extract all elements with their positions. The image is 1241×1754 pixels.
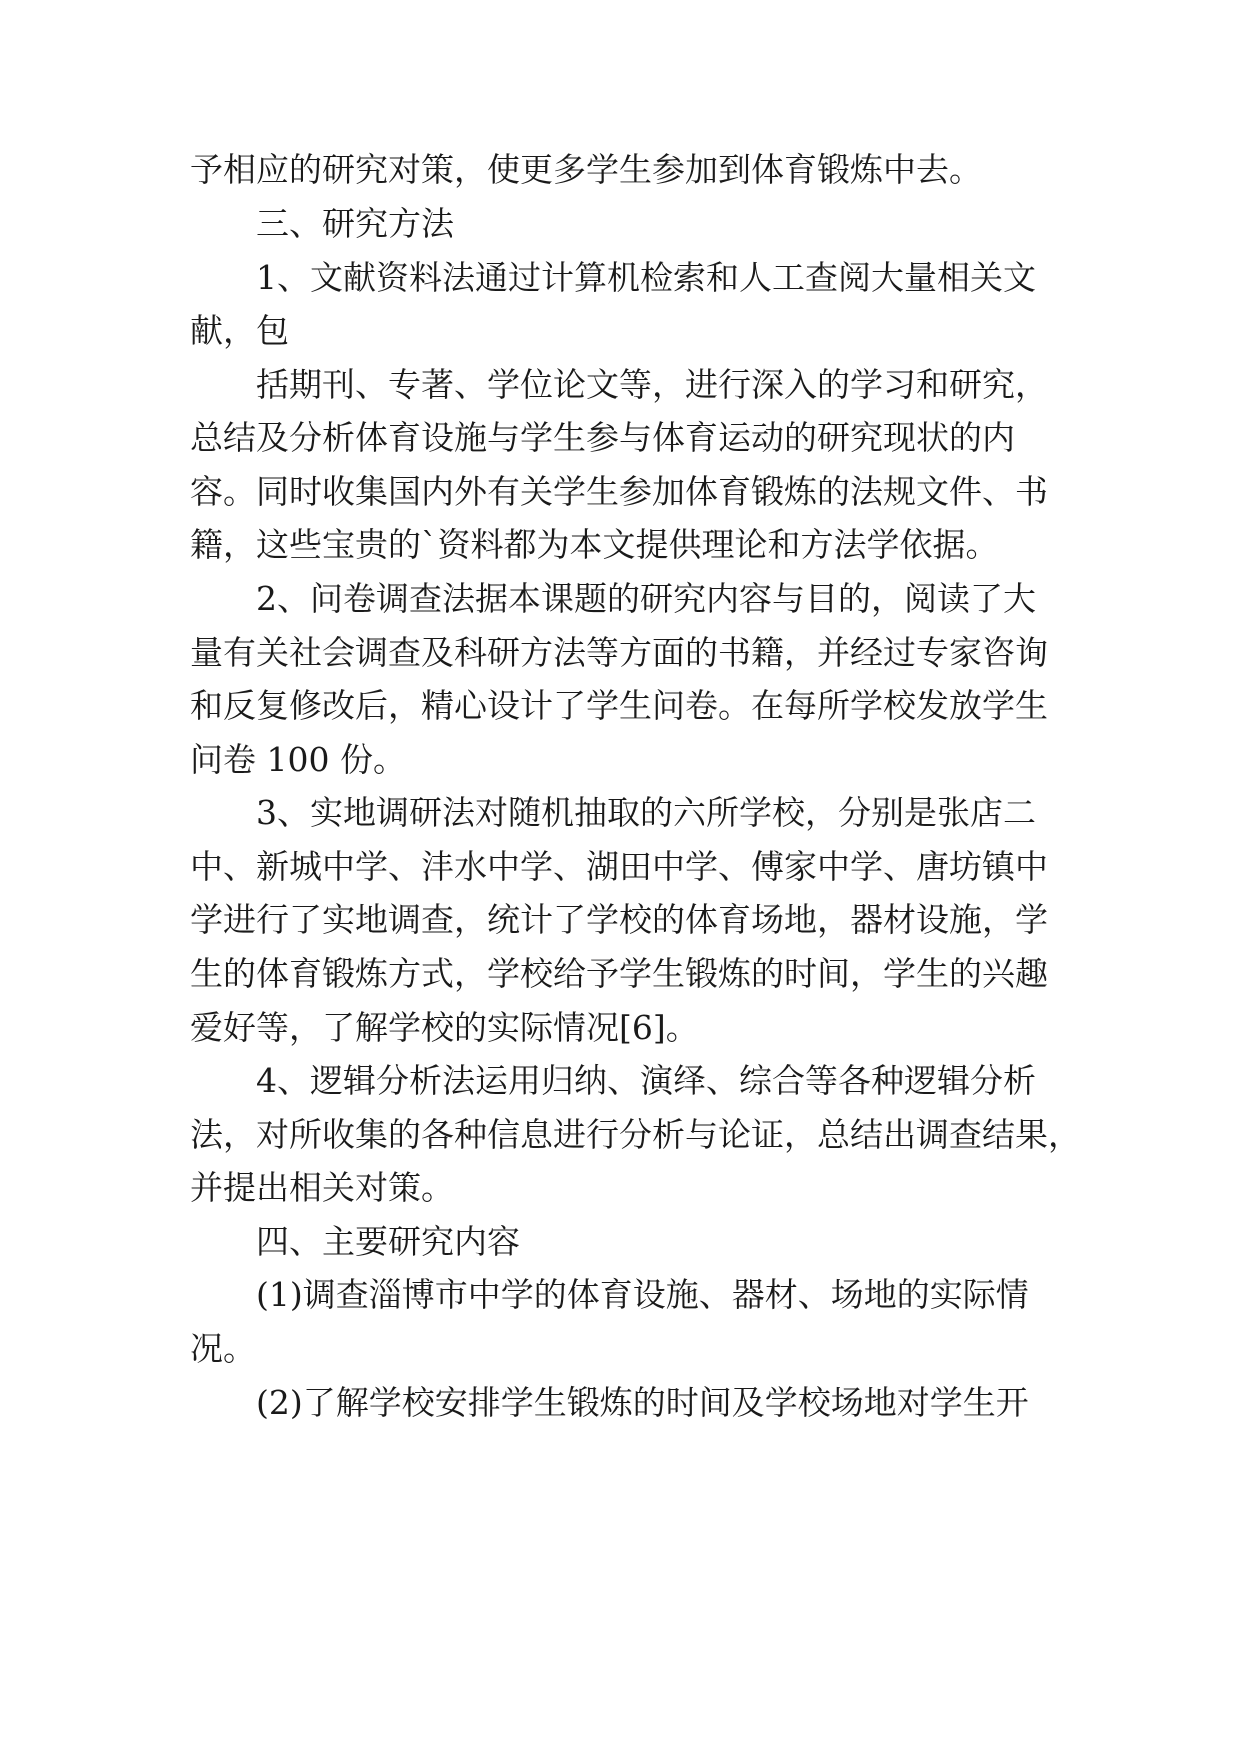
text-line: 献，包: [190, 311, 289, 350]
text-line: 括期刊、专著、学位论文等，进行深入的学习和研究，: [256, 365, 1048, 404]
text-line: (1)调查淄博市中学的体育设施、器材、场地的实际情: [256, 1275, 1029, 1314]
text-line: 1、文献资料法通过计算机检索和人工查阅大量相关文: [256, 258, 1036, 297]
text-line: 生的体育锻炼方式，学校给予学生锻炼的时间，学生的兴趣: [190, 954, 1048, 993]
section-heading: 三、研究方法: [256, 204, 454, 243]
text-line: 总结及分析体育设施与学生参与体育运动的研究现状的内: [190, 418, 1015, 457]
text-line: 容。同时收集国内外有关学生参加体育锻炼的法规文件、书: [190, 472, 1048, 511]
text-line: (2)了解学校安排学生锻炼的时间及学校场地对学生开: [256, 1383, 1029, 1422]
text-line: 爱好等，了解学校的实际情况[6]。: [190, 1008, 699, 1047]
text-line: 学进行了实地调查，统计了学校的体育场地，器材设施，学: [190, 900, 1048, 939]
text-line: 3、实地调研法对随机抽取的六所学校，分别是张店二: [256, 793, 1036, 832]
text-line: 况。: [190, 1329, 256, 1368]
text-line: 法，对所收集的各种信息进行分析与论证，总结出调查结果，: [190, 1115, 1081, 1154]
text-line: 并提出相关对策。: [190, 1168, 454, 1207]
text-line: 4、逻辑分析法运用归纳、演绎、综合等各种逻辑分析: [256, 1061, 1036, 1100]
text-line: 2、问卷调查法据本课题的研究内容与目的，阅读了大: [256, 579, 1036, 618]
text-line: 籍，这些宝贵的`资料都为本文提供理论和方法学依据。: [190, 525, 999, 564]
section-heading: 四、主要研究内容: [256, 1222, 520, 1261]
text-line: 量有关社会调查及科研方法等方面的书籍，并经过专家咨询: [190, 633, 1048, 672]
text-line: 问卷 100 份。: [190, 740, 406, 779]
text-line: 中、新城中学、沣水中学、湖田中学、傅家中学、唐坊镇中: [190, 847, 1048, 886]
text-line: 和反复修改后，精心设计了学生问卷。在每所学校发放学生: [190, 686, 1048, 725]
text-line: 予相应的研究对策，使更多学生参加到体育锻炼中去。: [190, 150, 982, 189]
